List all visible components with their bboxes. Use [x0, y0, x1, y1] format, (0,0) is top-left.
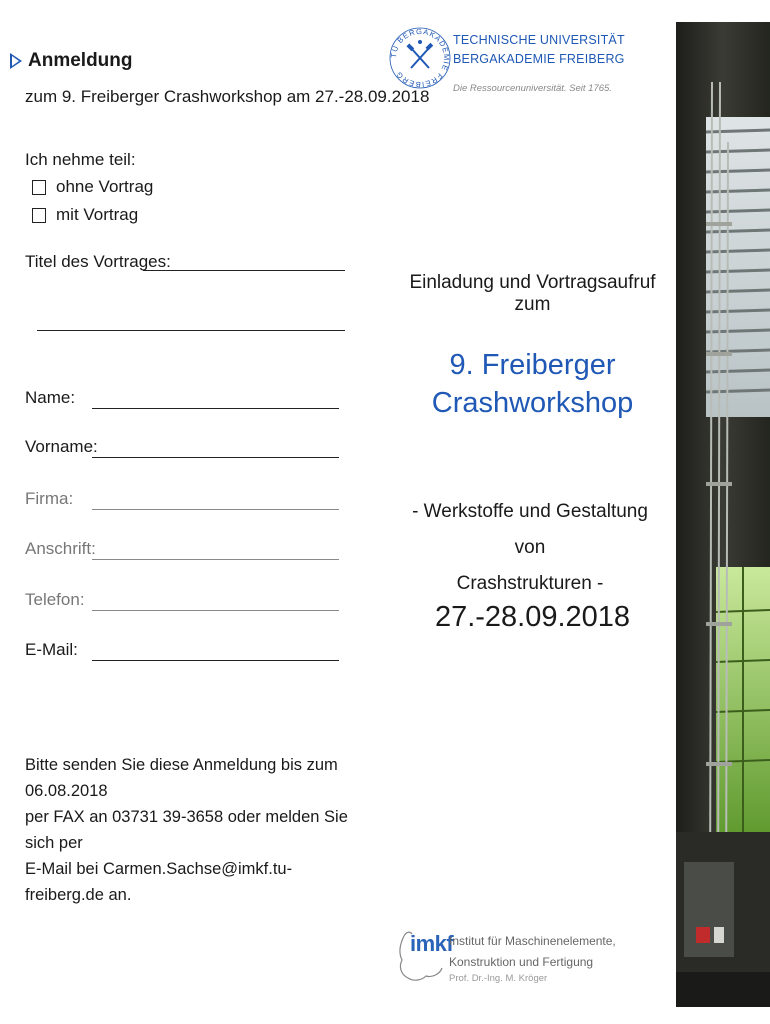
- checkbox[interactable]: [32, 208, 46, 223]
- invitation-text: Einladung und Vortragsaufruf zum: [409, 272, 656, 315]
- arrow-icon: [10, 53, 22, 69]
- name-field[interactable]: [92, 408, 339, 409]
- event-title-line1: 9. Freiberger: [449, 349, 616, 381]
- talk-title-line-1[interactable]: [143, 270, 345, 271]
- seal-text: TU BERGAKADEMIE FREIBERG: [388, 26, 452, 90]
- form-heading-text: Anmeldung: [28, 50, 133, 71]
- university-name-line1: TECHNISCHE UNIVERSITÄT: [453, 33, 625, 47]
- university-seal-icon: [388, 26, 452, 90]
- note-line: Bitte senden Sie diese Anmeldung bis zum 06.08.2018: [25, 756, 338, 800]
- note-line: per FAX an 03731 39-3658 oder melden Sie sich per: [25, 808, 348, 852]
- field-label-email: E-Mail:: [25, 640, 78, 659]
- talk-title-label: Titel des Vortrages:: [25, 252, 171, 271]
- form-heading: [10, 50, 133, 72]
- field-label-firma: Firma:: [25, 489, 74, 508]
- university-name-line2: BERGAKADEMIE FREIBERG: [453, 52, 625, 66]
- participate-label: Ich nehme teil:: [25, 150, 136, 169]
- firma-field[interactable]: [92, 509, 339, 510]
- field-label-vorname: Vorname:: [25, 437, 98, 456]
- institute-line2: Konstruktion und Fertigung: [449, 955, 594, 969]
- option-with-talk[interactable]: [32, 205, 138, 225]
- form-subheading: zum 9. Freiberger Crashworkshop am 27.-28.09.2018: [25, 87, 430, 106]
- institute-line3: Prof. Dr.-Ing. M. Kröger: [449, 973, 548, 984]
- vorname-field[interactable]: [92, 457, 339, 458]
- talk-title-line-2[interactable]: [37, 330, 345, 331]
- institute-line1: Institut für Maschinenelemente,: [449, 934, 616, 948]
- event-title: [400, 346, 665, 422]
- imkf-logo: imkf: [410, 931, 454, 956]
- option-label: ohne Vortrag: [56, 177, 154, 196]
- anschrift-field[interactable]: [92, 559, 339, 560]
- crash-test-rig-image: [676, 22, 770, 1007]
- field-label-anschrift: Anschrift:: [25, 539, 96, 558]
- note-line: E-Mail bei Carmen.Sachse@imkf.tu-freiberg.de an.: [25, 860, 293, 904]
- university-tagline: Die Ressourcenuniversität. Seit 1765.: [453, 83, 612, 94]
- email-field[interactable]: [92, 660, 339, 661]
- field-label-name: Name:: [25, 388, 76, 407]
- event-subtitle-line2: Crashstrukturen -: [456, 573, 604, 594]
- checkbox[interactable]: [32, 180, 46, 195]
- registration-note: [25, 752, 365, 908]
- event-date: 27.-28.09.2018: [434, 601, 631, 633]
- event-subtitle-line1: - Werkstoffe und Gestaltung von: [412, 501, 648, 558]
- field-label-telefon: Telefon:: [25, 590, 85, 609]
- event-title-line2: Crashworkshop: [431, 387, 634, 419]
- option-label: mit Vortrag: [56, 205, 139, 224]
- telefon-field[interactable]: [92, 610, 339, 611]
- option-without-talk[interactable]: [32, 177, 153, 197]
- event-subtitle: [395, 494, 665, 602]
- lab-photo: [676, 22, 770, 1007]
